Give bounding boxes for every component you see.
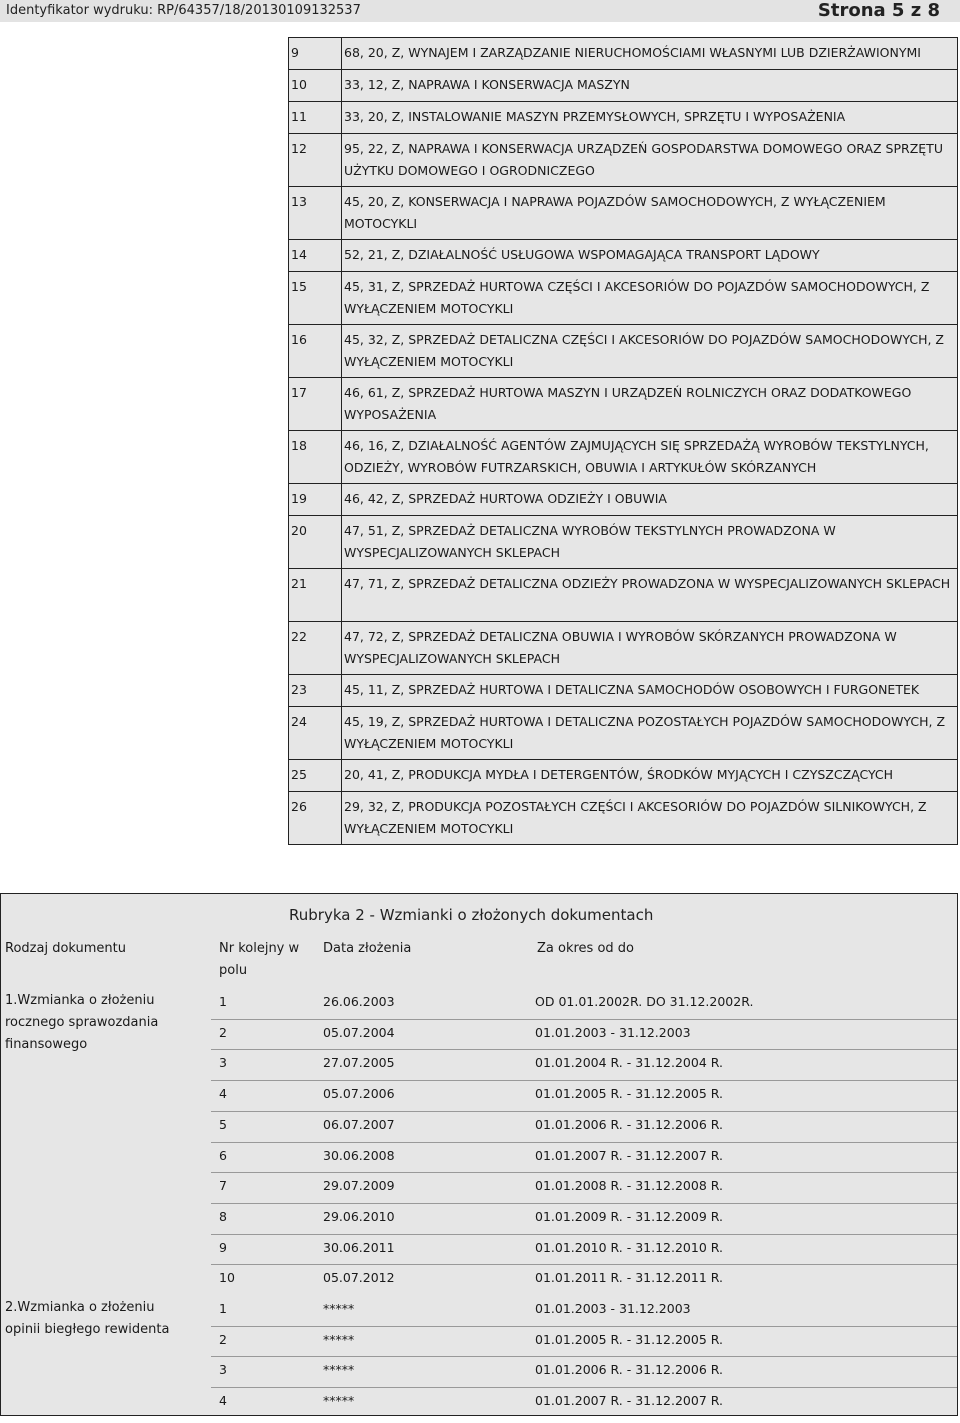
table-row bbox=[289, 240, 958, 272]
table-row bbox=[289, 187, 958, 240]
row-number: 21 bbox=[289, 569, 342, 622]
table-row bbox=[289, 272, 958, 325]
print-identifier: Identyfikator wydruku: RP/64357/18/20130109132537 bbox=[6, 3, 361, 18]
filing-date: 29.06.2010 bbox=[323, 1208, 395, 1224]
row-number: 24 bbox=[289, 707, 342, 760]
row-number: 15 bbox=[289, 272, 342, 325]
period: 01.01.2010 R. - 31.12.2010 R. bbox=[535, 1239, 723, 1255]
table-row bbox=[289, 707, 958, 760]
period: 01.01.2007 R. - 31.12.2007 R. bbox=[535, 1147, 723, 1163]
row-number: 22 bbox=[289, 622, 342, 675]
column-header-filing-date: Data złożenia bbox=[323, 941, 412, 956]
page-number: Strona 5 z 8 bbox=[817, 0, 940, 21]
sequence-number: 1 bbox=[219, 994, 227, 1009]
row-divider bbox=[211, 1326, 957, 1327]
activity-description: 46, 42, Z, SPRZEDAŻ HURTOWA ODZIEŻY I OBUWIA bbox=[342, 484, 958, 516]
activity-description: 45, 32, Z, SPRZEDAŻ DETALICZNA CZĘŚCI I AKCESORIÓW DO POJAZDÓW SAMOCHODOWYCH, Z WYŁĄCZENIEM MOTOCYKLI bbox=[342, 325, 958, 378]
sequence-number: 5 bbox=[219, 1116, 227, 1132]
activity-description: 33, 12, Z, NAPRAWA I KONSERWACJA MASZYN bbox=[342, 70, 958, 102]
period: OD 01.01.2002R. DO 31.12.2002R. bbox=[535, 994, 754, 1009]
activity-description: 45, 11, Z, SPRZEDAŻ HURTOWA I DETALICZNA SAMOCHODÓW OSOBOWYCH I FURGONETEK bbox=[342, 675, 958, 707]
table-row bbox=[289, 325, 958, 378]
column-header-period: Za okres od do bbox=[537, 941, 634, 956]
row-number: 26 bbox=[289, 792, 342, 845]
document-type-auditor-opinion: 2.Wzmianka o złożeniu opinii biegłego rewidenta bbox=[5, 1300, 170, 1337]
activity-description: 47, 51, Z, SPRZEDAŻ DETALICZNA WYROBÓW TEKSTYLNYCH PROWADZONA W WYSPECJALIZOWANYCH SKLEPACH bbox=[342, 516, 958, 569]
period: 01.01.2009 R. - 31.12.2009 R. bbox=[535, 1208, 723, 1224]
table-row bbox=[289, 675, 958, 707]
row-divider bbox=[211, 1111, 957, 1112]
sequence-number: 4 bbox=[219, 1086, 227, 1102]
sequence-number: 8 bbox=[219, 1208, 227, 1224]
table-row bbox=[289, 760, 958, 792]
row-number: 11 bbox=[289, 102, 342, 134]
period: 01.01.2006 R. - 31.12.2006 R. bbox=[535, 1362, 723, 1377]
sequence-number: 6 bbox=[219, 1147, 227, 1163]
activity-description: 45, 20, Z, KONSERWACJA I NAPRAWA POJAZDÓW SAMOCHODOWYCH, Z WYŁĄCZENIEM MOTOCYKLI bbox=[342, 187, 958, 240]
table-row bbox=[289, 102, 958, 134]
row-number: 23 bbox=[289, 675, 342, 707]
table-row bbox=[289, 38, 958, 70]
period: 01.01.2003 - 31.12.2003 bbox=[535, 1024, 691, 1040]
row-divider bbox=[211, 1142, 957, 1143]
sequence-number: 2 bbox=[219, 1024, 227, 1040]
table-row bbox=[289, 516, 958, 569]
period: 01.01.2003 - 31.12.2003 bbox=[535, 1301, 691, 1316]
activity-description: 95, 22, Z, NAPRAWA I KONSERWACJA URZĄDZEŃ GOSPODARSTWA DOMOWEGO ORAZ SPRZĘTU UŻYTKU DOMOWEGO I OGRODNICZEGO bbox=[342, 134, 958, 187]
row-divider bbox=[211, 1356, 957, 1357]
sequence-number: 3 bbox=[219, 1055, 227, 1071]
filing-date: ***** bbox=[323, 1301, 355, 1316]
row-divider bbox=[211, 1080, 957, 1081]
table-row bbox=[289, 134, 958, 187]
activity-description: 45, 19, Z, SPRZEDAŻ HURTOWA I DETALICZNA POZOSTAŁYCH POJAZDÓW SAMOCHODOWYCH, Z WYŁĄCZENIEM MOTOCYKLI bbox=[342, 707, 958, 760]
sequence-number: 4 bbox=[219, 1392, 227, 1408]
activity-description: 20, 41, Z, PRODUKCJA MYDŁA I DETERGENTÓW, ŚRODKÓW MYJĄCYCH I CZYSZCZĄCYCH bbox=[342, 760, 958, 792]
filing-date: 05.07.2006 bbox=[323, 1086, 395, 1102]
activity-description: 47, 71, Z, SPRZEDAŻ DETALICZNA ODZIEŻY PROWADZONA W WYSPECJALIZOWANYCH SKLEPACH bbox=[342, 569, 958, 622]
rubryka-documents-section bbox=[0, 893, 958, 1416]
row-number: 16 bbox=[289, 325, 342, 378]
section-title: Rubryka 2 - Wzmianki o złożonych dokumentach bbox=[289, 906, 654, 924]
row-number: 14 bbox=[289, 240, 342, 272]
table-row bbox=[289, 569, 958, 622]
filing-date: 27.07.2005 bbox=[323, 1055, 395, 1071]
sequence-number: 9 bbox=[219, 1239, 227, 1255]
table-row bbox=[289, 622, 958, 675]
table-row bbox=[289, 70, 958, 102]
table-row bbox=[289, 484, 958, 516]
row-divider bbox=[211, 1264, 957, 1265]
row-number: 9 bbox=[289, 38, 342, 70]
filing-date: 06.07.2007 bbox=[323, 1116, 395, 1132]
period: 01.01.2005 R. - 31.12.2005 R. bbox=[535, 1086, 723, 1102]
activity-description: 46, 61, Z, SPRZEDAŻ HURTOWA MASZYN I URZĄDZEŃ ROLNICZYCH ORAZ DODATKOWEGO WYPOSAŻENIA bbox=[342, 378, 958, 431]
row-number: 20 bbox=[289, 516, 342, 569]
column-header-sequence-number: Nr kolejny w polu bbox=[219, 941, 300, 978]
filing-date: 05.07.2004 bbox=[323, 1024, 395, 1040]
row-number: 13 bbox=[289, 187, 342, 240]
row-divider bbox=[211, 1049, 957, 1050]
period: 01.01.2005 R. - 31.12.2005 R. bbox=[535, 1331, 723, 1347]
sequence-number: 10 bbox=[219, 1270, 235, 1286]
activity-description: 33, 20, Z, INSTALOWANIE MASZYN PRZEMYSŁOWYCH, SPRZĘTU I WYPOSAŻENIA bbox=[342, 102, 958, 134]
period: 01.01.2011 R. - 31.12.2011 R. bbox=[535, 1270, 723, 1286]
filing-date: ***** bbox=[323, 1331, 355, 1347]
filing-date: ***** bbox=[323, 1392, 355, 1408]
row-number: 19 bbox=[289, 484, 342, 516]
row-number: 18 bbox=[289, 431, 342, 484]
activity-description: 68, 20, Z, WYNAJEM I ZARZĄDZANIE NIERUCHOMOŚCIAMI WŁASNYMI LUB DZIERŻAWIONYMI bbox=[342, 38, 958, 70]
period: 01.01.2006 R. - 31.12.2006 R. bbox=[535, 1116, 723, 1132]
filing-date: 30.06.2011 bbox=[323, 1239, 395, 1255]
row-divider bbox=[211, 1203, 957, 1204]
row-divider bbox=[211, 1172, 957, 1173]
table-row bbox=[289, 792, 958, 845]
filing-date: 05.07.2012 bbox=[323, 1270, 395, 1286]
table-row bbox=[289, 378, 958, 431]
sequence-number: 1 bbox=[219, 1301, 227, 1316]
filing-date: ***** bbox=[323, 1362, 355, 1377]
activity-description: 29, 32, Z, PRODUKCJA POZOSTAŁYCH CZĘŚCI I AKCESORIÓW DO POJAZDÓW SILNIKOWYCH, Z WYŁĄCZENIEM MOTOCYKLI bbox=[342, 792, 958, 845]
period: 01.01.2004 R. - 31.12.2004 R. bbox=[535, 1055, 723, 1071]
sequence-number: 7 bbox=[219, 1178, 227, 1194]
pkd-activity-table bbox=[288, 37, 958, 845]
table-row bbox=[289, 431, 958, 484]
activity-description: 46, 16, Z, DZIAŁALNOŚĆ AGENTÓW ZAJMUJĄCYCH SIĘ SPRZEDAŻĄ WYROBÓW TEKSTYLNYCH, ODZIEŻY, WYROBÓW FUTRZARSKICH, OBUWIA I ARTYKUŁÓW SKÓRZANYCH bbox=[342, 431, 958, 484]
row-divider bbox=[211, 1234, 957, 1235]
period: 01.01.2008 R. - 31.12.2008 R. bbox=[535, 1178, 723, 1194]
row-number: 10 bbox=[289, 70, 342, 102]
row-number: 12 bbox=[289, 134, 342, 187]
sequence-number: 3 bbox=[219, 1362, 227, 1377]
filing-date: 30.06.2008 bbox=[323, 1147, 395, 1163]
activity-description: 45, 31, Z, SPRZEDAŻ HURTOWA CZĘŚCI I AKCESORIÓW DO POJAZDÓW SAMOCHODOWYCH, Z WYŁĄCZENIEM MOTOCYKLI bbox=[342, 272, 958, 325]
row-number: 17 bbox=[289, 378, 342, 431]
period: 01.01.2007 R. - 31.12.2007 R. bbox=[535, 1392, 723, 1408]
print-header bbox=[0, 0, 960, 22]
document-type-financial-statement: 1.Wzmianka o złożeniu rocznego sprawozdania finansowego bbox=[5, 993, 159, 1052]
row-divider bbox=[211, 1387, 957, 1388]
sequence-number: 2 bbox=[219, 1331, 227, 1347]
filing-date: 29.07.2009 bbox=[323, 1178, 395, 1194]
filing-date: 26.06.2003 bbox=[323, 994, 395, 1009]
activity-description: 47, 72, Z, SPRZEDAŻ DETALICZNA OBUWIA I WYROBÓW SKÓRZANYCH PROWADZONA W WYSPECJALIZOWANYCH SKLEPACH bbox=[342, 622, 958, 675]
column-header-document-type: Rodzaj dokumentu bbox=[5, 941, 126, 956]
activity-description: 52, 21, Z, DZIAŁALNOŚĆ USŁUGOWA WSPOMAGAJĄCA TRANSPORT LĄDOWY bbox=[342, 240, 958, 272]
row-divider bbox=[211, 1019, 957, 1020]
row-number: 25 bbox=[289, 760, 342, 792]
